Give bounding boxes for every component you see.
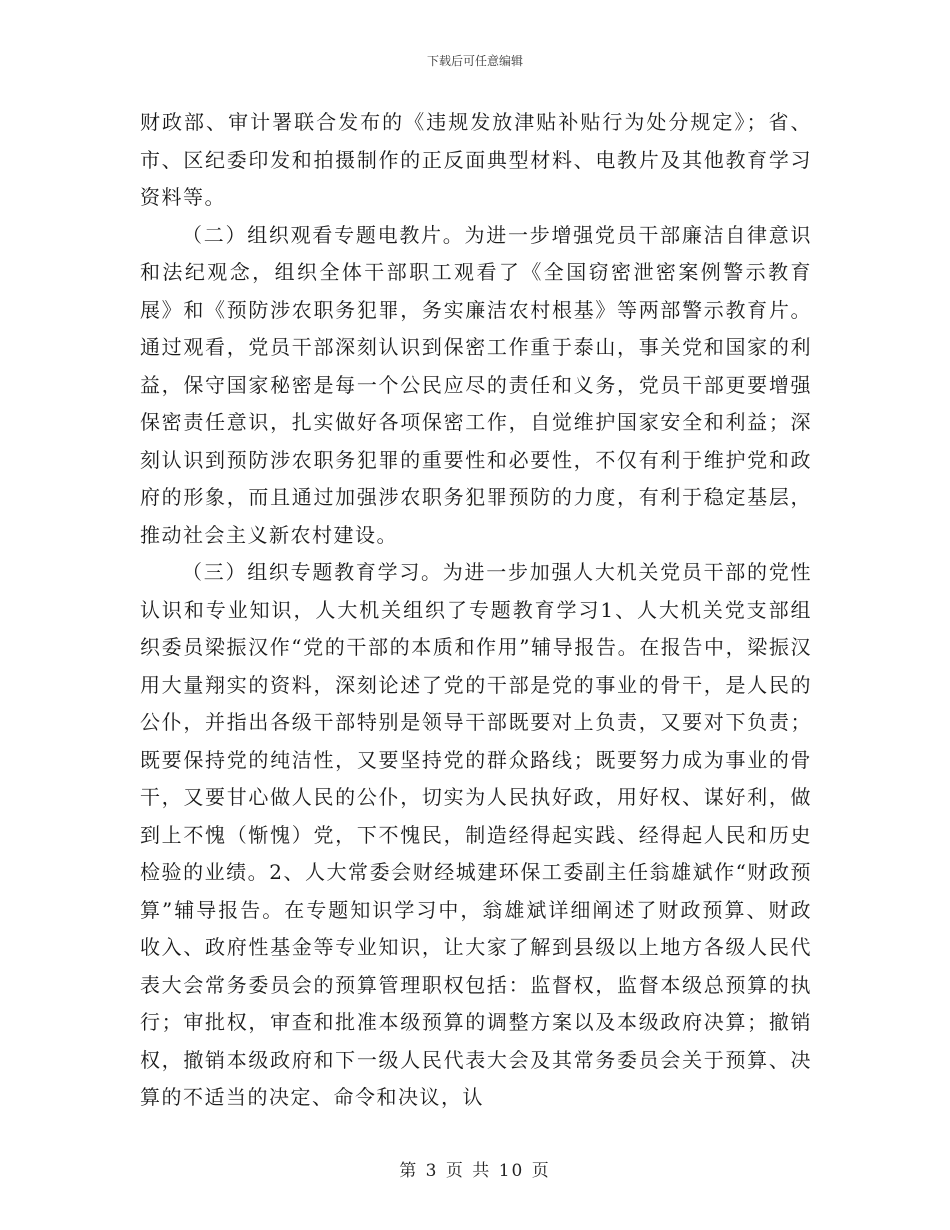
- paragraph-1: 财政部、审计署联合发布的《违规发放津贴补贴行为处分规定》；省、市、区纪委印发和拍摄制作的正反面典型材料、电教片及其他教育学习资料等。: [140, 110, 812, 209]
- paragraph-3: （三）组织专题教育学习。为进一步加强人大机关党员干部的党性认识和专业知识，人大机关组织了专题教育学习1、人大机关党支部组织委员梁振汉作“党的干部的本质和作用”辅导报告。在报告中，梁振汉用大量翔实的资料，深刻论述了党的干部是党的事业的骨干，是人民的公仆，并指出各级干部特别是领导干部既要对上负责，又要对下负责；既要保持党的纯洁性，又要坚持党的群众路线；既要努力成为事业的骨干，又要甘心做人民的公仆，切实为人民执好政，用好权、谋好利，做到上不愧（惭愧）党，下不愧民，制造经得起实践、经得起人民和历史检验的业绩。2、人大常委会财经城建环保工委副主任翁雄斌作“财政预算”辅导报告。在专题知识学习中，翁雄斌详细阐述了财政预算、财政收入、政府性基金等专业知识，让大家了解到县级以上地方各级人民代表大会常务委员会的预算管理职权包括：监督权，监督本级总预算的执行；审批权，审查和批准本级预算的调整方案以及本级政府决算；撤销权，撤销本级政府和下一级人民代表大会及其常务委员会关于预算、决算的不适当的决定、命令和决议，认: [140, 560, 812, 1109]
- document-body: [140, 104, 812, 1117]
- page-number-footer: 第 3 页 共 10 页: [399, 1161, 551, 1181]
- paragraph-2: （二）组织观看专题电教片。为进一步增强党员干部廉洁自律意识和法纪观念，组织全体干部职工观看了《全国窃密泄密案例警示教育展》和《预防涉农职务犯罪，务实廉洁农村根基》等两部警示教育片。通过观看，党员干部深刻认识到保密工作重于泰山，事关党和国家的利益，保守国家秘密是每一个公民应尽的责任和义务，党员干部更要增强保密责任意识，扎实做好各项保密工作，自觉维护国家安全和利益；深刻认识到预防涉农职务犯罪的重要性和必要性，不仅有利于维护党和政府的形象，而且通过加强涉农职务犯罪预防的力度，有利于稳定基层，推动社会主义新农村建设。: [140, 222, 812, 547]
- page-header-note: 下载后可任意编辑: [426, 54, 523, 68]
